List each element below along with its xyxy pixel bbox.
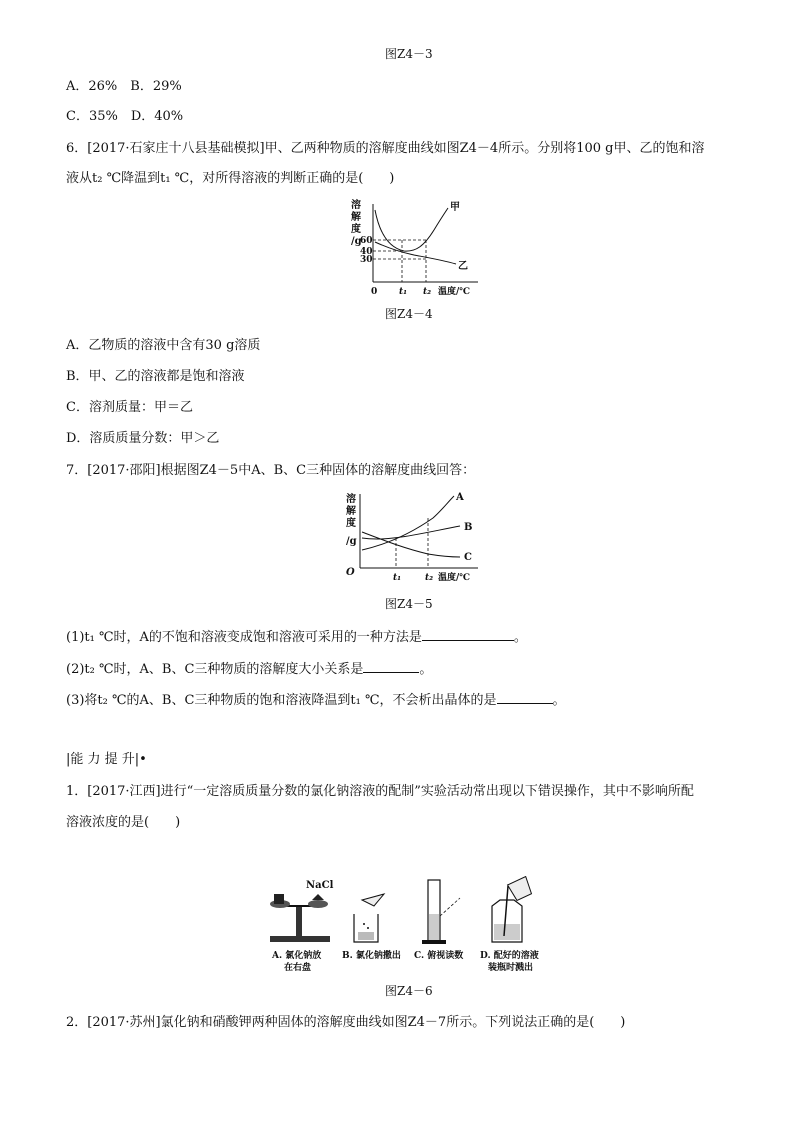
ytick-30: 30 (360, 255, 373, 265)
chart-z4-4 (338, 196, 488, 300)
ylabel-char-4: /g (346, 536, 357, 547)
series-label-b: B (464, 522, 473, 533)
ylabel-char-1: 溶 (351, 200, 361, 211)
ytick-40: 40 (360, 247, 373, 257)
xtick-t1: t₁ (399, 287, 408, 297)
figure-caption-z4-6: 图Z4－6 (385, 984, 433, 998)
caption-b: B. 氯化钠撒出 (342, 951, 401, 961)
q7-sub3-answer-blank[interactable] (497, 690, 553, 704)
series-label-a: A (456, 492, 464, 503)
p1-stem-line2: 溶液浓度的是( ) (66, 815, 181, 830)
q7-sub2-end: 。 (419, 662, 433, 677)
ylabel-char-3: 度 (346, 518, 356, 529)
ytick-60: 60 (360, 236, 373, 246)
bottle-pouring-illustration (492, 877, 533, 942)
q7-sub3 (66, 690, 566, 710)
q7-sub1-end: 。 (513, 630, 527, 645)
q5-options-ab: A．26% B．29% (66, 79, 182, 94)
series-jia-curve (375, 208, 448, 251)
caption-c: C. 俯视读数 (414, 951, 464, 961)
q7-sub2-answer-blank[interactable] (363, 659, 419, 673)
q6-option-c: C．溶剂质量：甲＝乙 (66, 400, 193, 415)
series-a-curve (362, 496, 454, 550)
ylabel-char-2: 解 (346, 506, 356, 517)
p2-stem: 2．[2017·苏州]氯化钠和硝酸钾两种固体的溶解度曲线如图Z4－7所示。下列说法正确的是( ) (66, 1015, 626, 1030)
series-label-jia: 甲 (450, 202, 460, 213)
ylabel-char-1: 溶 (346, 494, 356, 505)
xtick-t2: t₂ (423, 287, 432, 297)
xtick-0: 0 (371, 287, 378, 297)
caption-d-line1: D. 配好的溶液 (480, 951, 539, 961)
ylabel-char-4: /g (351, 236, 362, 247)
q6-option-a: A．乙物质的溶液中含有30 g溶质 (66, 338, 261, 353)
q7-sub2 (66, 659, 432, 679)
figure-z4-6 (266, 876, 556, 976)
xlabel: 温度/℃ (438, 287, 471, 297)
q7-sub3-end: 。 (552, 693, 566, 708)
caption-a-line2: 在右盘 (284, 963, 312, 973)
q7-sub3-text: (3)将t₂ ℃的A、B、C三种物质的饱和溶液降温到t₁ ℃，不会析出晶体的是 (66, 693, 497, 708)
q7-sub2-text: (2)t₂ ℃时，A、B、C三种物质的溶解度大小关系是 (66, 662, 364, 677)
ylabel-char-2: 解 (351, 212, 361, 223)
q6-option-b: B．甲、乙的溶液都是饱和溶液 (66, 369, 245, 384)
q7-stem: 7．[2017·邵阳]根据图Z4－5中A、B、C三种固体的溶解度曲线回答： (66, 463, 476, 478)
q6-stem-line1: 6．[2017·石家庄十八县基础模拟]甲、乙两种物质的溶解度曲线如图Z4－4所示。分别将100 g甲、乙的饱和溶 (66, 141, 705, 156)
p1-stem-line1: 1．[2017·江西]进行“一定溶质质量分数的氯化钠溶液的配制”实验活动常出现以下错误操作，其中不影响所配 (66, 784, 694, 799)
q7-sub1-text: (1)t₁ ℃时，A的不饱和溶液变成饱和溶液可采用的一种方法是 (66, 630, 422, 645)
caption-a-line1: A. 氯化钠放 (272, 951, 322, 961)
q7-sub1 (66, 627, 527, 647)
xtick-t2: t₂ (425, 573, 434, 583)
q6-stem-line2: 液从t₂ ℃降温到t₁ ℃，对所得溶液的判断正确的是( ) (66, 171, 395, 186)
figure-caption-z4-3: 图Z4－3 (385, 47, 433, 61)
q5-options-cd: C．35% D．40% (66, 109, 184, 124)
series-label-yi: 乙 (458, 261, 468, 272)
q7-sub1-answer-blank[interactable] (422, 627, 514, 641)
cylinder-reading-illustration (422, 880, 460, 944)
beaker-spill-illustration (354, 894, 384, 942)
q6-option-d: D．溶质质量分数：甲＞乙 (66, 431, 220, 446)
origin-label: O (346, 567, 355, 578)
xlabel: 温度/℃ (438, 573, 471, 583)
series-yi-curve (375, 242, 456, 264)
section-title: |能 力 提 升|• (66, 752, 147, 767)
figure-caption-z4-4: 图Z4－4 (385, 307, 433, 321)
balance-illustration (270, 880, 334, 942)
chart-z4-5 (338, 488, 488, 588)
xtick-t1: t₁ (393, 573, 402, 583)
nacl-label: NaCl (306, 880, 334, 891)
series-label-c: C (464, 552, 472, 563)
caption-d-line2: 装瓶时溅出 (488, 963, 534, 973)
figure-caption-z4-5: 图Z4－5 (385, 597, 433, 611)
ylabel-char-3: 度 (351, 224, 361, 235)
